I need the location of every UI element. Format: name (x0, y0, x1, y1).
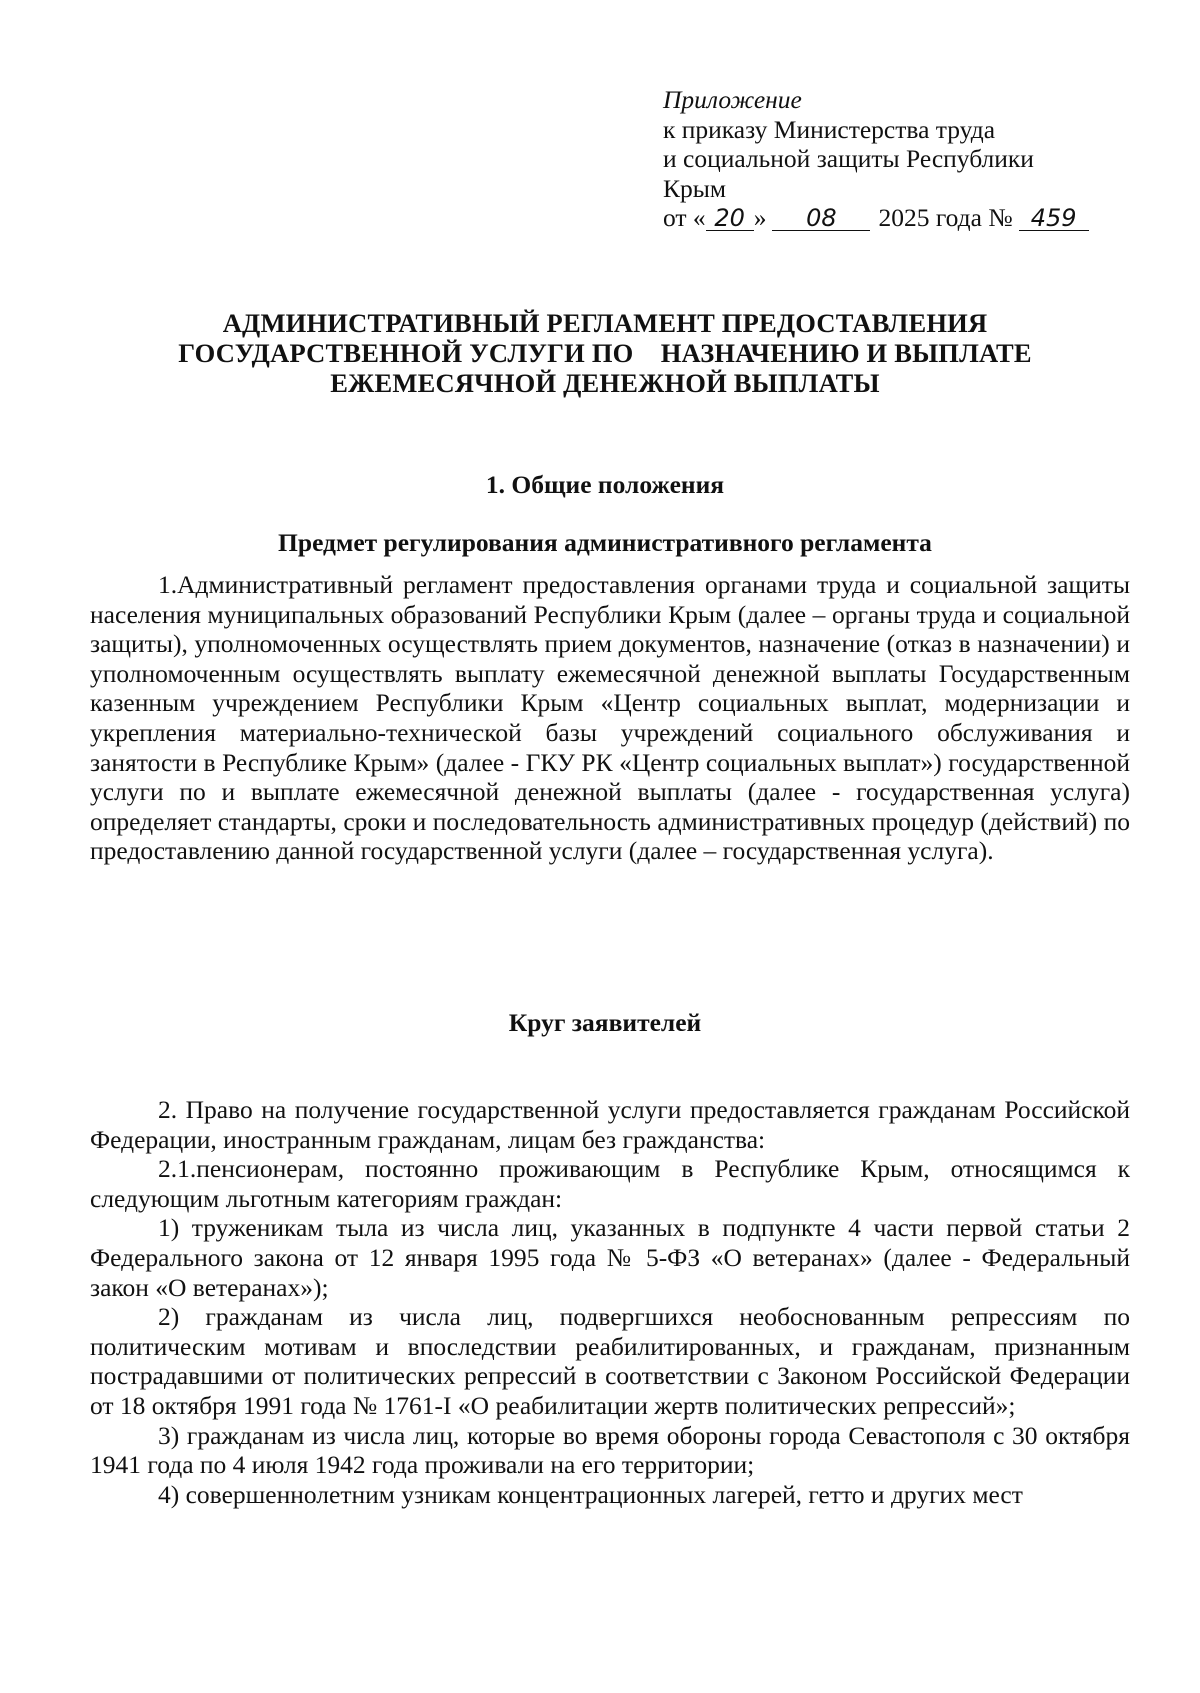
appendix-order-line: к приказу Министерства труда (663, 114, 996, 144)
applicants-heading: Круг заявителей (508, 1008, 702, 1037)
paragraph-1: 1.Административный регламент предоставления органами труда и социальной защиты населения муниципальных образований Республики Крым (далее – органы труда и социальной защиты), уполномоченных осуществлять прием документов, назначение (отказ в назначении) и уполномоченным осуществлять выплату ежемесячной денежной выплаты Государственным казенным учреждением Республики Крым «Центр социальных выплат, модернизации и укрепления материально-технической базы учреждений социального обслуживания и занятости в Республике Крым» (далее - ГКУ РК «Центр социальных выплат») государственной услуги по и выплате ежемесячной денежной выплаты (далее - государственная услуга) определяет стандарты, сроки и последовательность административных процедур (действий) по предоставлению данной государственной услуги (далее – государственная услуга). (90, 570, 1130, 866)
handwritten-month: 08 (772, 206, 870, 231)
title-line-3: ЕЖЕМЕСЯЧНОЙ ДЕНЕЖНОЙ ВЫПЛАТЫ (330, 368, 880, 398)
document-title (90, 308, 1120, 398)
appendix-block (663, 85, 1103, 233)
title-line-1: АДМИНИСТРАТИВНЫЙ РЕГЛАМЕНТ ПРЕДОСТАВЛЕНИЯ (222, 308, 988, 338)
handwritten-day: 20 (706, 206, 754, 231)
list-item-3: 3) гражданам из числа лиц, которые во время обороны города Севастополя с 30 октября 1941 года по 4 июля 1942 года проживали на его территории; (90, 1420, 1130, 1480)
title-line-2: ГОСУДАРСТВЕННОЙ УСЛУГИ ПО НАЗНАЧЕНИЮ И ВЫПЛАТЕ (178, 338, 1032, 368)
paragraph-2: 2. Право на получение государственной услуги предоставляется гражданам Российской Федерации, иностранным гражданам, лицам без гражданства: (90, 1095, 1130, 1154)
date-prefix: от « (663, 203, 706, 232)
list-item-1: 1) труженикам тыла из числа лиц, указанных в подпункте 4 части первой статьи 2 Федерального закона от 12 января 1995 года № 5-ФЗ «О ветеранах» (далее - Федеральный закон «О ветеранах»); (90, 1213, 1130, 1302)
handwritten-order-number: 459 (1019, 206, 1089, 231)
list-item-2: 2) гражданам из числа лиц, подвергшихся необоснованным репрессиям по политическим мотивам и впоследствии реабилитированных, и гражданам, признанным пострадавшими от политических репрессий в соответствии с Законом Российской Федерации от 18 октября 1991 года № 1761-I «О реабилитации жертв политических репрессий»; (90, 1302, 1130, 1420)
appendix-region-line: Крым (663, 173, 727, 203)
paragraph-1-block (90, 570, 1130, 866)
appendix-ministry-line: и социальной защиты Республики (663, 144, 1034, 173)
applicants-block (90, 1095, 1130, 1509)
date-year-text: 2025 года № (878, 203, 1013, 232)
list-item-4: 4) совершеннолетним узникам концентрационных лагерей, гетто и других мест (158, 1479, 1023, 1509)
section-1-subheading: Предмет регулирования административного регламента (278, 528, 932, 557)
appendix-label: Приложение (663, 85, 802, 114)
date-day-close: » (753, 203, 767, 232)
paragraph-2-1: 2.1.пенсионерам, постоянно проживающим в Республике Крым, относящимся к следующим льготным категориям граждан: (90, 1154, 1130, 1213)
section-1-heading: 1. Общие положения (485, 470, 725, 499)
appendix-date-line (663, 203, 1103, 233)
